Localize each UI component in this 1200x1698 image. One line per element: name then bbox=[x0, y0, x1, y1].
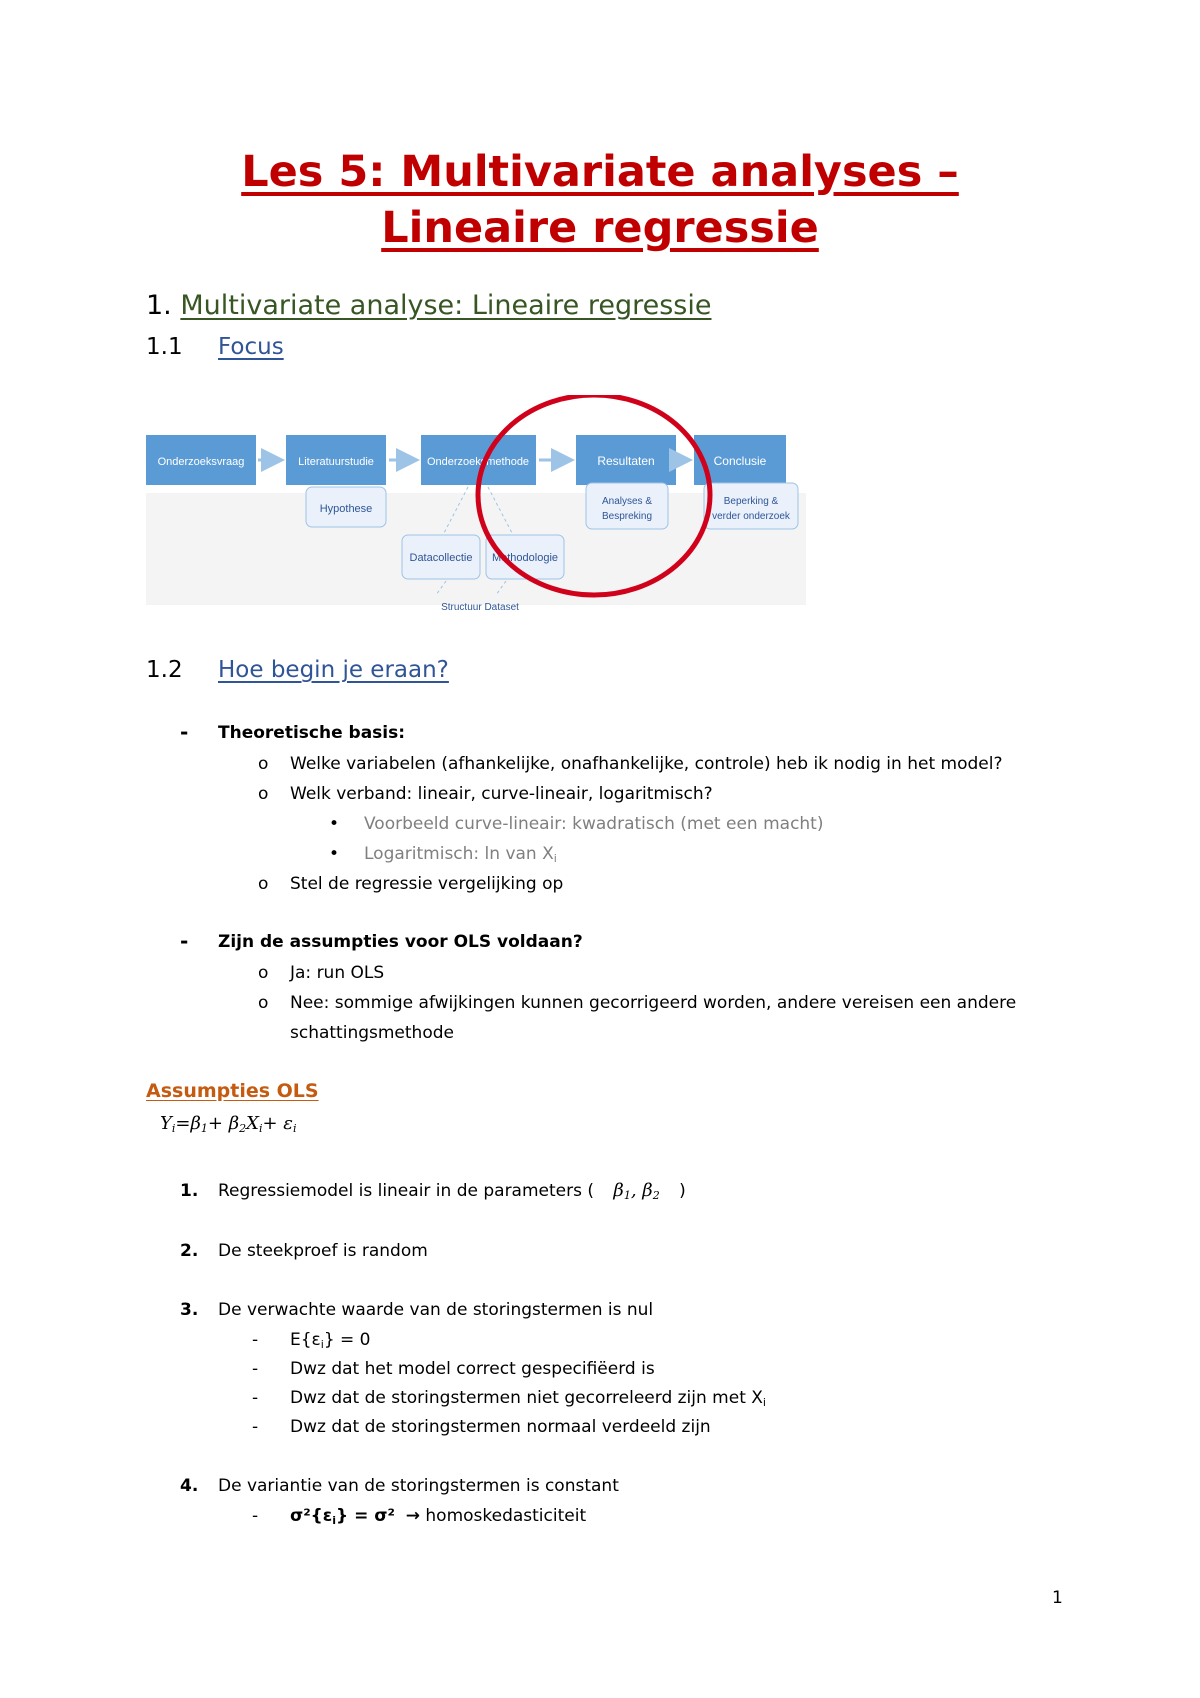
dash-bullet: - bbox=[252, 1506, 259, 1526]
process-box-onderzoeksvraag bbox=[146, 435, 256, 485]
bullet-o: o bbox=[258, 784, 269, 804]
ols-answer-no: Nee: sommige afwijkingen kunnen gecorrigeerd worden, andere vereisen een andere bbox=[290, 993, 1017, 1013]
assumption-1: Regressiemodel is lineair in de parameters ( $\beta_1$, $\beta_2$ ) bbox=[218, 1180, 686, 1202]
page-title-line2: Lineaire regressie bbox=[381, 203, 819, 253]
bullet-o: o bbox=[258, 963, 269, 983]
assumption-3-sub-3: Dwz dat de storingstermen niet gecorreleerd zijn met $X_i$ bbox=[290, 1388, 766, 1409]
svg-text:Methodologie: Methodologie bbox=[491, 552, 559, 564]
ols-answer-no-cont: schattingsmethode bbox=[290, 1023, 454, 1043]
section-heading-1-1: 1.1 bbox=[146, 334, 183, 360]
research-process-diagram bbox=[146, 395, 806, 620]
theory-item-2: Welk verband: lineair, curve-lineair, logaritmisch? bbox=[290, 784, 713, 804]
assumption-3-sub-4: Dwz dat de storingstermen normaal verdeeld zijn bbox=[290, 1417, 711, 1437]
sub-box-hypothese bbox=[306, 487, 386, 527]
bullet-o: o bbox=[258, 874, 269, 894]
theory-item-3: Stel de regressie vergelijking op bbox=[290, 874, 564, 894]
list-number-2: 2. bbox=[180, 1241, 199, 1261]
section-heading-1-1-label: Focus bbox=[218, 334, 284, 360]
list-number-3: 3. bbox=[180, 1300, 199, 1320]
dash-bullet: - bbox=[180, 929, 189, 953]
sub-box-beperking bbox=[704, 483, 798, 529]
assumption-4-sub-1: $\sigma^2\{\varepsilon_i\} = \sigma^2$ → homoskedasticiteit bbox=[290, 1506, 587, 1527]
sub-box-analyses bbox=[586, 483, 668, 529]
svg-text:Onderzoeksvraag: Onderzoeksvraag bbox=[157, 456, 245, 468]
svg-text:Onderzoeksmethode: Onderzoeksmethode bbox=[426, 456, 530, 468]
page-number: 1 bbox=[1052, 1588, 1063, 1608]
assumption-2: De steekproef is random bbox=[218, 1241, 428, 1261]
theory-subitem-1: Voorbeeld curve-lineair: kwadratisch (met een macht) bbox=[364, 814, 824, 834]
dash-bullet: - bbox=[180, 720, 189, 744]
svg-text:Hypothese: Hypothese bbox=[319, 503, 373, 515]
section-heading-1-2-label: Hoe begin je eraan? bbox=[218, 657, 449, 683]
dash-bullet: - bbox=[252, 1388, 259, 1408]
section-heading-1: 1. Multivariate analyse: Lineaire regressie bbox=[146, 290, 712, 321]
bullet-dot: • bbox=[329, 844, 340, 864]
process-box-literatuurstudie bbox=[286, 435, 386, 485]
structure-label: Structuur Dataset bbox=[441, 602, 519, 613]
bullet-o: o bbox=[258, 754, 269, 774]
regression-formula: $Y_i=\beta_1+ \beta_2X_i+ \varepsilon_i$ bbox=[160, 1113, 297, 1135]
dash-bullet: - bbox=[252, 1417, 259, 1437]
svg-text:Analyses &: Analyses & bbox=[601, 496, 653, 507]
sub-box-methodologie bbox=[486, 535, 564, 579]
svg-text:Datacollectie: Datacollectie bbox=[409, 552, 473, 564]
svg-text:Bespreking: Bespreking bbox=[601, 511, 653, 522]
bullet-dot: • bbox=[329, 814, 340, 834]
svg-text:Conclusie: Conclusie bbox=[713, 454, 767, 468]
bullet-o: o bbox=[258, 993, 269, 1013]
assumpties-heading: Assumpties OLS bbox=[146, 1080, 319, 1102]
assumption-3: De verwachte waarde van de storingstermen is nul bbox=[218, 1300, 654, 1320]
svg-text:verder onderzoek: verder onderzoek bbox=[712, 511, 790, 522]
list-number-4: 4. bbox=[180, 1476, 199, 1496]
svg-text:Beperking &: Beperking & bbox=[723, 496, 779, 507]
assumption-3-sub-1: $E\{\varepsilon_i\} = 0$ bbox=[290, 1330, 371, 1351]
section-heading-1-2: 1.2 bbox=[146, 657, 183, 683]
assumption-4: De variantie van de storingstermen is constant bbox=[218, 1476, 619, 1496]
theory-subitem-2: Logaritmisch: ln van $X_i$ bbox=[364, 844, 557, 865]
theory-heading: Theoretische basis: bbox=[218, 723, 406, 743]
list-number-1: 1. bbox=[180, 1181, 199, 1201]
svg-text:Literatuurstudie: Literatuurstudie bbox=[298, 456, 374, 468]
page-title-line1: Les 5: Multivariate analyses – bbox=[241, 147, 959, 197]
process-box-resultaten bbox=[576, 435, 676, 485]
dash-bullet: - bbox=[252, 1330, 259, 1350]
ols-question-heading: Zijn de assumpties voor OLS voldaan? bbox=[218, 932, 583, 952]
theory-item-1: Welke variabelen (afhankelijke, onafhankelijke, controle) heb ik nodig in het model? bbox=[290, 754, 1003, 774]
svg-text:Resultaten: Resultaten bbox=[597, 454, 655, 468]
sub-box-datacollectie bbox=[402, 535, 480, 579]
ols-answer-yes: Ja: run OLS bbox=[290, 963, 385, 983]
assumption-3-sub-2: Dwz dat het model correct gespecifiëerd is bbox=[290, 1359, 655, 1379]
dash-bullet: - bbox=[252, 1359, 259, 1379]
